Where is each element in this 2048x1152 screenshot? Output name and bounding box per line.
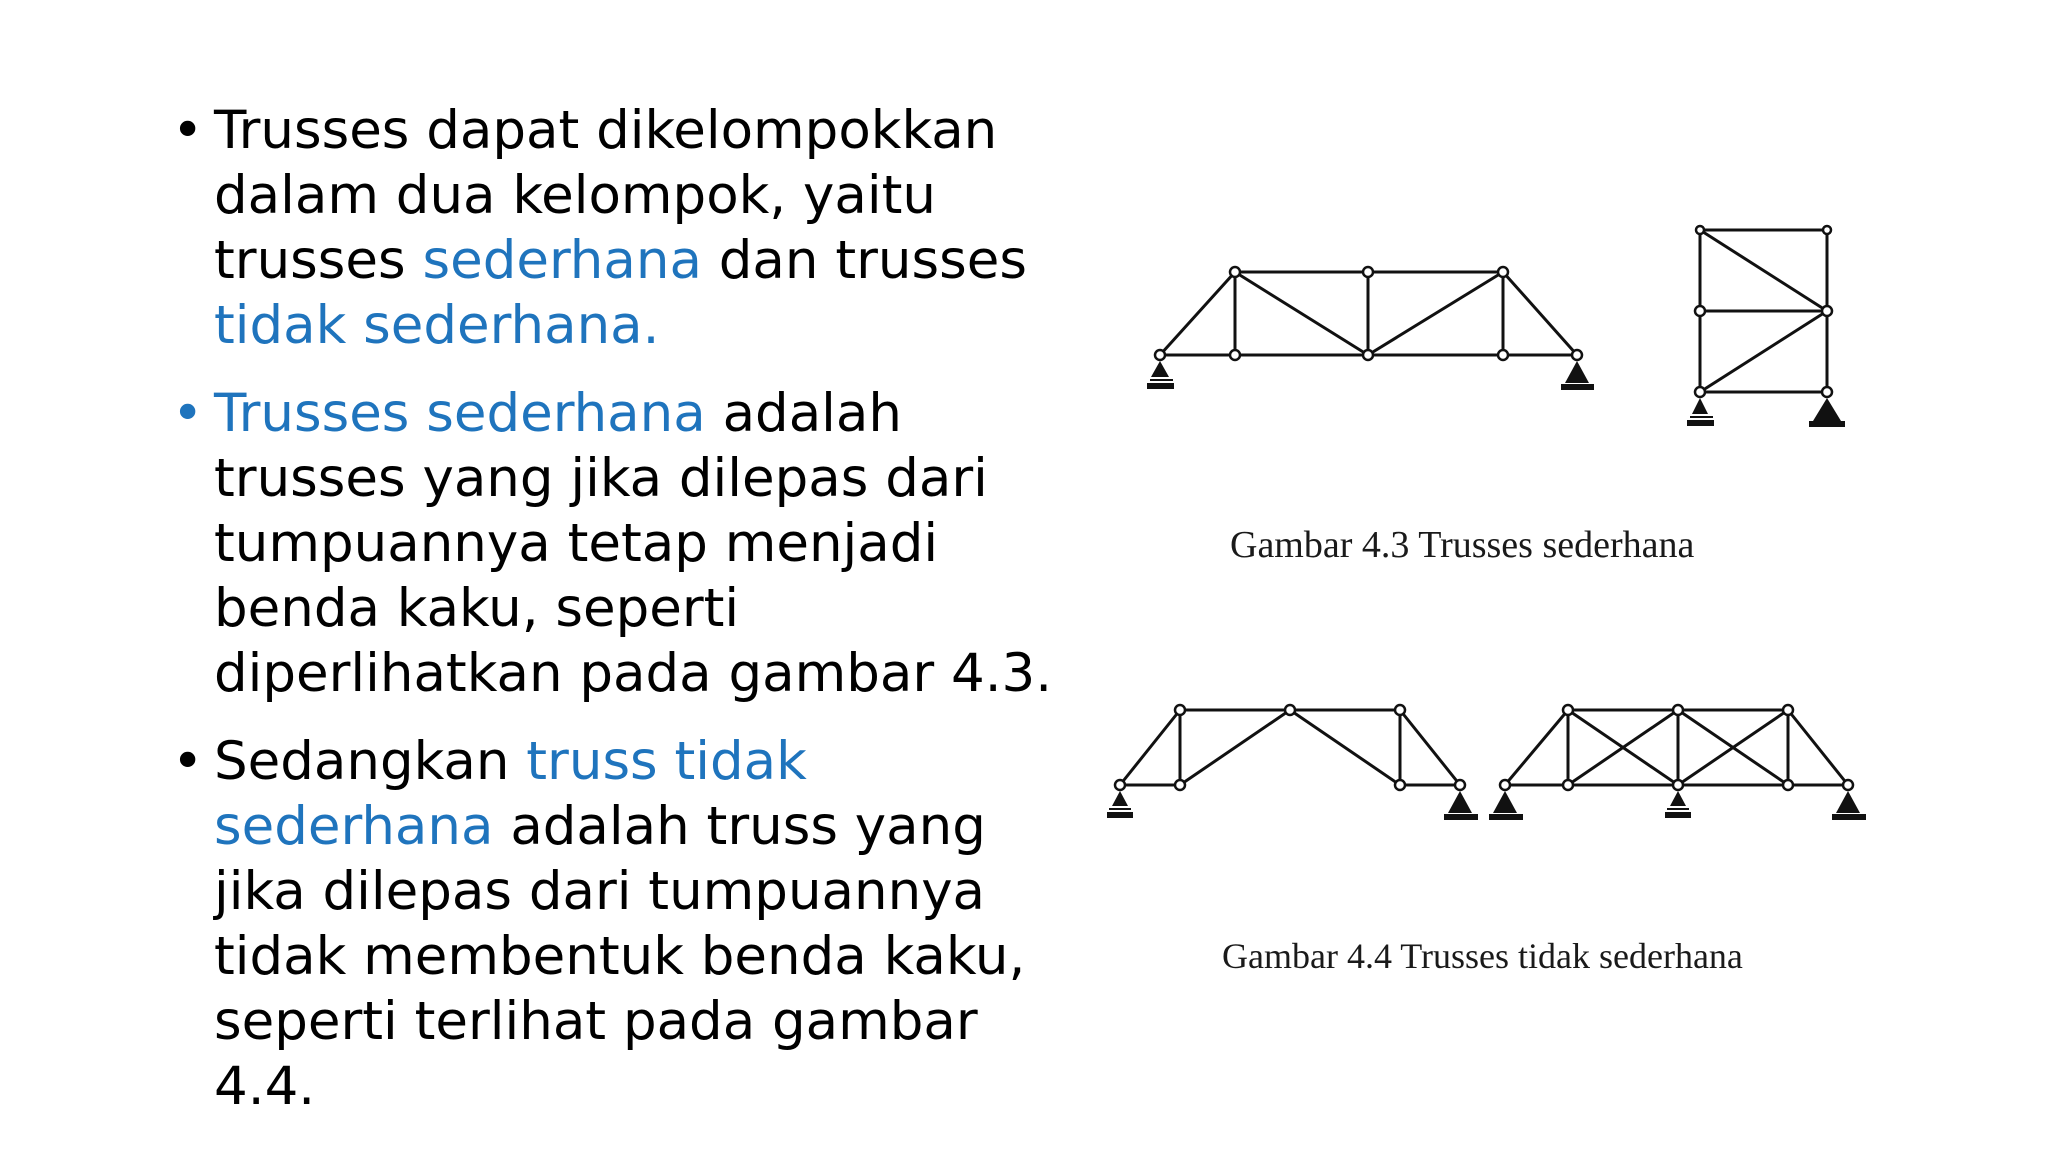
bullet-dot: •: [172, 731, 204, 792]
bullet-item-2: [172, 381, 1072, 706]
figure-4-3-caption: Gambar 4.3 Trusses sederhana: [1230, 524, 1695, 566]
bullet-text: Sedangkan truss tidak sederhana adalah truss yang jika dilepas dari tumpuannya tidak membentuk benda kaku, seperti terlihat pada gambar 4.4.: [214, 731, 1026, 1117]
bullet-dot: •: [172, 383, 204, 444]
bullet-list: [172, 98, 1072, 1142]
bullet-text: Trusses dapat dikelompokkan dalam dua kelompok, yaitu trusses sederhana dan trusses tidak sederhana.: [214, 100, 1027, 356]
bullet-dot: •: [172, 100, 204, 161]
bullet-item-3: [172, 729, 1072, 1119]
bullet-item-1: [172, 98, 1072, 358]
bullet-text: Trusses sederhana adalah trusses yang jika dilepas dari tumpuannya tetap menjadi benda kaku, seperti diperlihatkan pada gambar 4.3.: [214, 383, 1053, 704]
figure-4-4: [1100, 690, 1880, 1010]
figure-4-3: [1110, 215, 1890, 595]
figure-4-4-caption: Gambar 4.4 Trusses tidak sederhana: [1222, 936, 1743, 976]
